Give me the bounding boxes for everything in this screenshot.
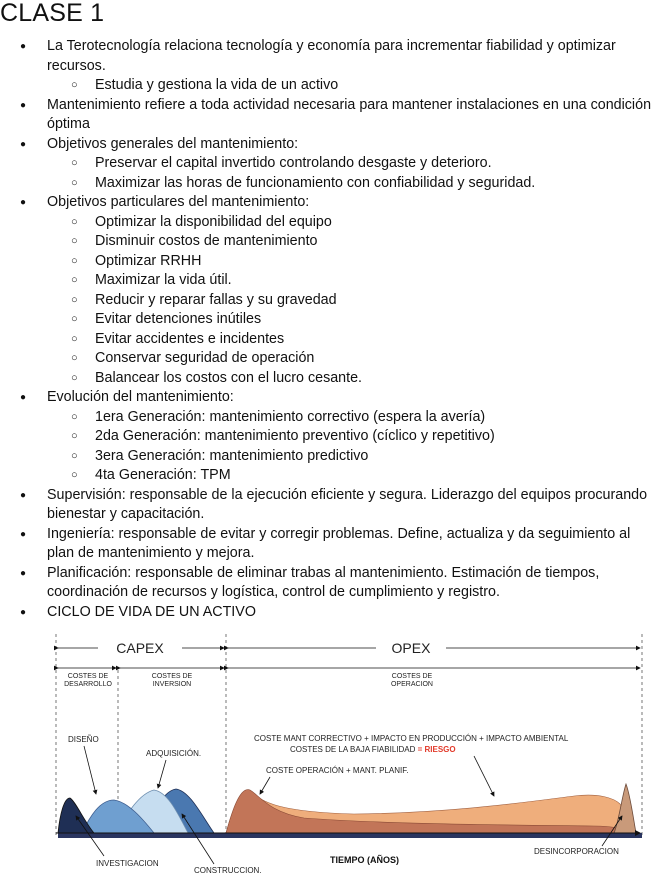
bullet-item: ● La Terotecnología relaciona tecnología y economía para incrementar fiabilidad y optimizar recursos. [0, 37, 655, 76]
bullet-item: ● Planificación: responsable de eliminar trabas al mantenimiento. Estimación de tiempos, coordinación de recursos y logística, control de cumplimiento y registro. [0, 564, 655, 603]
tiempo-label: TIEMPO (AÑOS) [330, 855, 399, 865]
opex-label: OPEX [391, 640, 431, 656]
adquisicion-arrow [158, 760, 166, 788]
costes-operacion-label-1: COSTES DE [391, 673, 433, 680]
costes-desarrollo-label-1: COSTES DE [67, 673, 109, 680]
costes-inversion-label-2: INVERSION [152, 681, 192, 688]
bullet-item: ● Objetivos particulares del mantenimiento: [0, 193, 655, 213]
diseno-arrow [84, 746, 96, 794]
page-title: CLASE 1 [0, 0, 105, 27]
costes-operacion-label-2: OPERACION [390, 681, 434, 688]
sub-bullet-item: ○ Balancear los costos con el lucro cesante. [0, 369, 655, 389]
sub-bullet-item: ○ Reducir y reparar fallas y su gravedad [0, 291, 655, 311]
sub-bullet-item: ○ 2da Generación: mantenimiento preventivo (cíclico y repetitivo) [0, 427, 655, 447]
riesgo-label: = RIESGO [417, 745, 456, 754]
sub-bullet-item: ○ 3era Generación: mantenimiento predictivo [0, 447, 655, 467]
coste-operacion-label: COSTE OPERACIÓN + MANT. PLANIF. [266, 766, 409, 775]
sub-bullet-item: ○ Estudia y gestiona la vida de un activo [0, 76, 655, 96]
bullet-item: ● Mantenimiento refiere a toda actividad necesaria para mantener instalaciones en una condición óptima [0, 96, 655, 135]
sub-bullet-item: ○ Disminuir costos de mantenimiento [0, 232, 655, 252]
sub-bullet-item: ○ 4ta Generación: TPM [0, 466, 655, 486]
desincorporacion-label: DESINCORPORACION [534, 847, 619, 856]
sub-bullet-item: ○ Preservar el capital invertido controlando desgaste y deterioro. [0, 154, 655, 174]
sub-bullet-item: ○ Optimizar la disponibilidad del equipo [0, 213, 655, 233]
bullet-item: ● CICLO DE VIDA DE UN ACTIVO [0, 603, 655, 623]
coste-operacion-arrow [260, 777, 270, 794]
sub-bullet-item: ○ Evitar detenciones inútiles [0, 310, 655, 330]
sub-bullet-item: ○ Optimizar RRHH [0, 252, 655, 272]
riesgo-arrow [474, 756, 494, 796]
asset-lifecycle-figure [54, 626, 644, 874]
construccion-label: CONSTRUCCION. [194, 866, 262, 874]
sub-bullet-item: ○ Maximizar la vida útil. [0, 271, 655, 291]
bullet-item: ● Objetivos generales del mantenimiento: [0, 135, 655, 155]
costes-desarrollo-label-2: DESARROLLO [64, 681, 112, 688]
corrective-label: COSTE MANT CORRECTIVO + IMPACTO EN PRODUCCIÓN + IMPACTO AMBIENTAL [254, 734, 569, 743]
bullet-item: ● Evolución del mantenimiento: [0, 388, 655, 408]
bullet-list [0, 37, 655, 622]
baseline-band [58, 833, 642, 838]
sub-bullet-item: ○ Evitar accidentes e incidentes [0, 330, 655, 350]
sub-bullet-item: ○ Maximizar las horas de funcionamiento con confiabilidad y seguridad. [0, 174, 655, 194]
adquisicion-label: ADQUISICIÓN. [146, 749, 202, 758]
investigacion-label: INVESTIGACION [96, 859, 159, 868]
costes-inversion-label-1: COSTES DE [151, 673, 193, 680]
diseno-label: DISEÑO [68, 735, 99, 744]
bullet-item: ● Supervisión: responsable de la ejecución eficiente y segura. Liderazgo del equipos procurando bienestar y capacitación. [0, 486, 655, 525]
bullet-item: ● Ingeniería: responsable de evitar y corregir problemas. Define, actualiza y da seguimiento al plan de mantenimiento y mejora. [0, 525, 655, 564]
baja-fiabilidad-label: COSTES DE LA BAJA FIABILIDAD = RIESGO [290, 745, 456, 754]
investigacion-curve [58, 798, 94, 833]
sub-bullet-item: ○ Conservar seguridad de operación [0, 349, 655, 369]
sub-bullet-item: ○ 1era Generación: mantenimiento correctivo (espera la avería) [0, 408, 655, 428]
capex-label: CAPEX [116, 640, 164, 656]
